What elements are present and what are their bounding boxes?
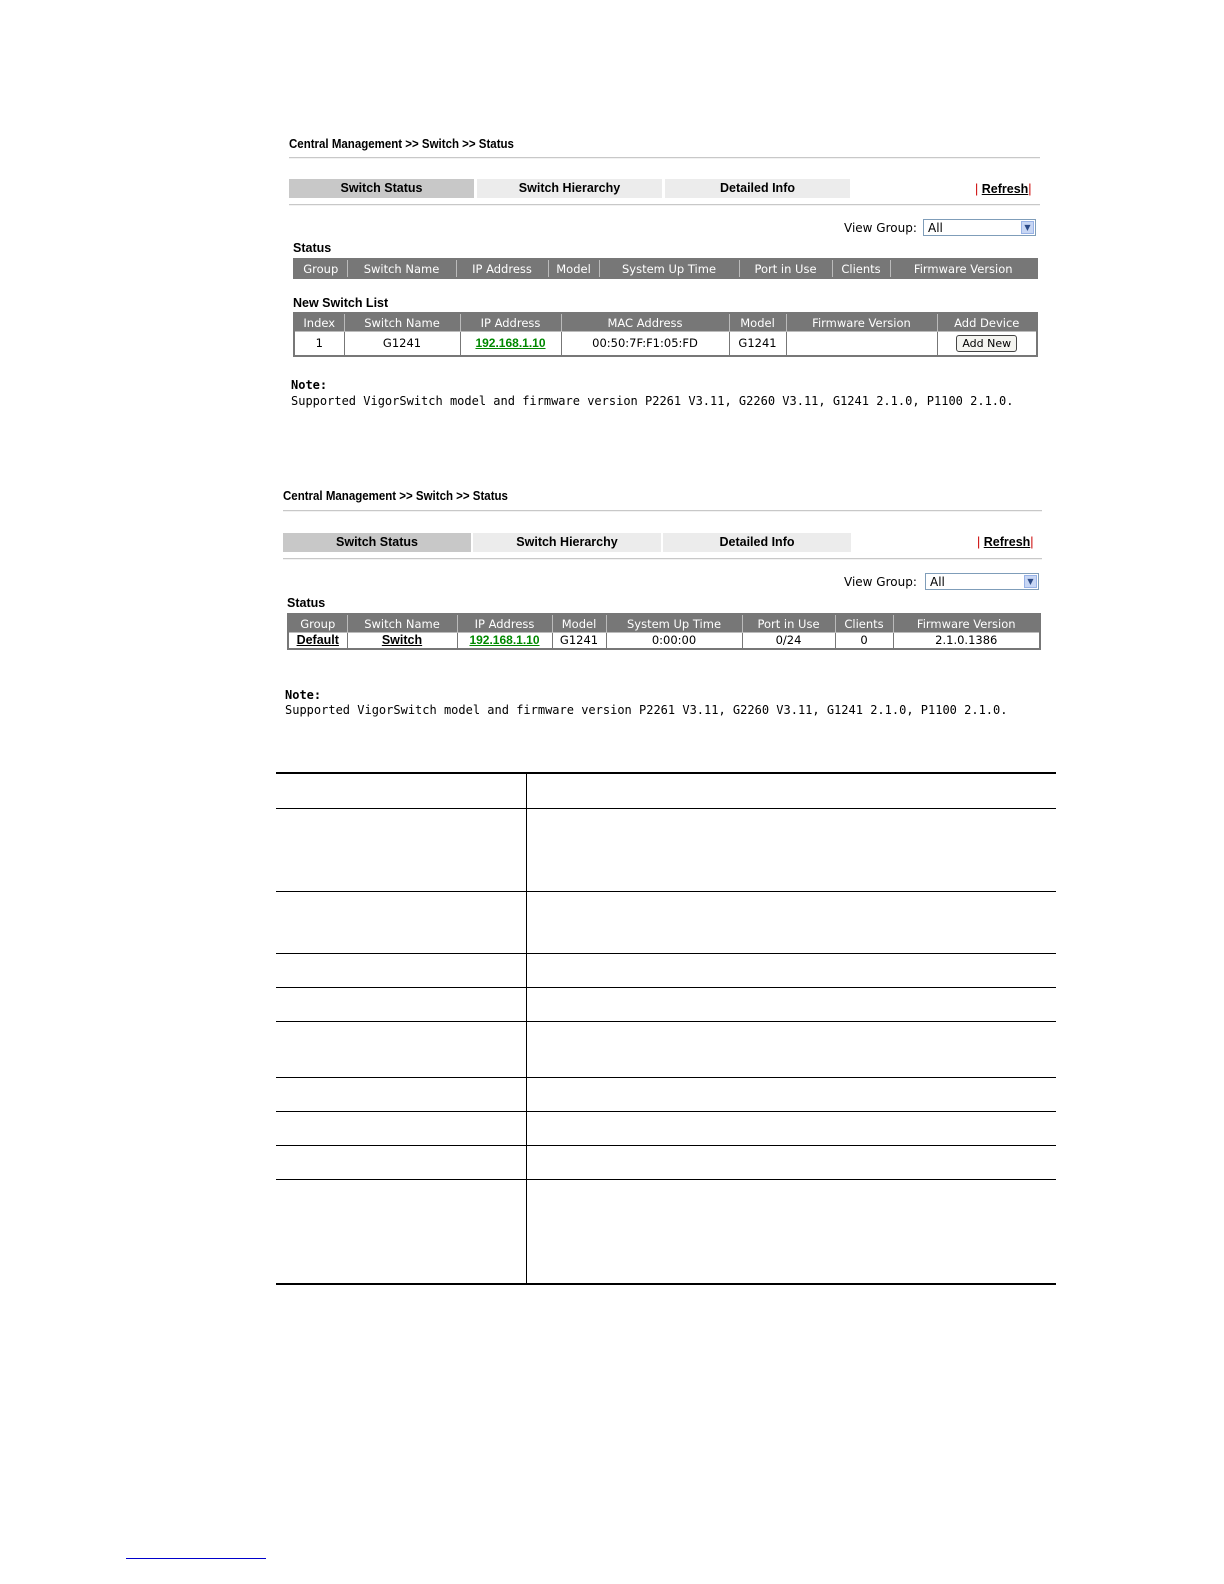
note-title: Note: bbox=[285, 688, 322, 702]
cell-clients: 0 bbox=[835, 633, 893, 649]
view-group-label: View Group: bbox=[844, 221, 917, 235]
table-row bbox=[276, 953, 1056, 987]
ip-address-link[interactable]: 192.168.1.10 bbox=[469, 633, 540, 648]
new-switch-table bbox=[293, 312, 1038, 357]
table-cell bbox=[527, 1077, 1057, 1111]
divider bbox=[289, 204, 1040, 206]
col-group: Group bbox=[288, 614, 347, 633]
col-clients: Clients bbox=[832, 259, 890, 278]
table-header-row bbox=[288, 614, 1040, 633]
table-cell bbox=[527, 987, 1057, 1021]
cell-group bbox=[288, 633, 347, 649]
table-cell bbox=[527, 808, 1057, 891]
status-title: Status bbox=[293, 241, 332, 255]
col-ip-address: IP Address bbox=[456, 259, 548, 278]
note-text: Supported VigorSwitch model and firmware version P2261 V3.11, G2260 V3.11, G1241 2.1.0, P1100 2.1.0. bbox=[285, 703, 1008, 717]
table-cell bbox=[527, 1021, 1057, 1077]
table-cell bbox=[276, 1111, 527, 1145]
tab-detailed-info[interactable]: Detailed Info bbox=[665, 179, 850, 198]
note-title: Note: bbox=[291, 378, 328, 392]
cell-switch-name bbox=[347, 633, 457, 649]
tab-switch-hierarchy[interactable]: Switch Hierarchy bbox=[477, 179, 662, 198]
table-row bbox=[288, 633, 1040, 649]
status-title: Status bbox=[287, 596, 326, 610]
table-row bbox=[276, 1145, 1056, 1179]
table-cell bbox=[527, 773, 1057, 808]
col-mac-address: MAC Address bbox=[561, 313, 729, 332]
table-row bbox=[276, 891, 1056, 953]
table-cell bbox=[527, 953, 1057, 987]
tab-switch-hierarchy[interactable]: Switch Hierarchy bbox=[473, 533, 661, 552]
chevron-down-icon[interactable]: ▼ bbox=[1024, 575, 1037, 588]
refresh-link[interactable]: Refresh bbox=[981, 182, 1029, 196]
col-firmware-version: Firmware Version bbox=[893, 614, 1040, 633]
cell-add-device bbox=[937, 332, 1037, 356]
table-row bbox=[276, 773, 1056, 808]
view-group-select[interactable] bbox=[923, 219, 1036, 236]
breadcrumb: Central Management >> Switch >> Status bbox=[283, 489, 508, 503]
col-ip-address: IP Address bbox=[457, 614, 552, 633]
table-row bbox=[276, 1179, 1056, 1284]
cell-firmware-version bbox=[786, 332, 937, 356]
table-header-row bbox=[294, 313, 1037, 332]
divider bbox=[289, 157, 1040, 159]
col-ip-address: IP Address bbox=[460, 313, 561, 332]
table-row bbox=[276, 987, 1056, 1021]
cell-switch-name: G1241 bbox=[344, 332, 460, 356]
ip-address-link[interactable]: 192.168.1.10 bbox=[475, 336, 546, 351]
new-switch-list-title: New Switch List bbox=[293, 296, 389, 310]
cell-ip-address bbox=[457, 633, 552, 649]
table-cell bbox=[276, 953, 527, 987]
col-firmware-version: Firmware Version bbox=[890, 259, 1037, 278]
tab-switch-status[interactable]: Switch Status bbox=[283, 533, 471, 552]
col-switch-name: Switch Name bbox=[344, 313, 460, 332]
add-new-button[interactable]: Add New bbox=[956, 335, 1017, 352]
table-row bbox=[276, 1077, 1056, 1111]
tab-detailed-info[interactable]: Detailed Info bbox=[663, 533, 851, 552]
table-row bbox=[294, 332, 1037, 356]
table-cell bbox=[527, 1145, 1057, 1179]
table-cell bbox=[276, 987, 527, 1021]
col-model: Model bbox=[548, 259, 599, 278]
footer-rule bbox=[126, 1558, 266, 1559]
col-system-up-time: System Up Time bbox=[606, 614, 742, 633]
cell-firmware-version: 2.1.0.1386 bbox=[893, 633, 1040, 649]
note-text: Supported VigorSwitch model and firmware version P2261 V3.11, G2260 V3.11, G1241 2.1.0, P1100 2.1.0. bbox=[291, 394, 1014, 408]
table-cell bbox=[276, 1179, 527, 1284]
view-group-value: All bbox=[930, 575, 945, 589]
cell-model: G1241 bbox=[552, 633, 606, 649]
table-row bbox=[276, 1021, 1056, 1077]
refresh-area: | Refresh| bbox=[975, 182, 1032, 196]
cell-ip-address bbox=[460, 332, 561, 356]
description-table bbox=[276, 772, 1056, 1285]
cell-system-up-time: 0:00:00 bbox=[606, 633, 742, 649]
chevron-down-icon[interactable]: ▼ bbox=[1021, 221, 1034, 234]
divider bbox=[283, 558, 1042, 560]
cell-index: 1 bbox=[294, 332, 344, 356]
col-switch-name: Switch Name bbox=[347, 259, 456, 278]
table-cell bbox=[276, 1077, 527, 1111]
table-header-row bbox=[294, 259, 1037, 278]
table-cell bbox=[276, 1021, 527, 1077]
breadcrumb: Central Management >> Switch >> Status bbox=[289, 137, 514, 151]
status-table bbox=[287, 613, 1041, 650]
col-index: Index bbox=[294, 313, 344, 332]
col-switch-name: Switch Name bbox=[347, 614, 457, 633]
view-group-value: All bbox=[928, 221, 943, 235]
col-add-device: Add Device bbox=[937, 313, 1037, 332]
table-cell bbox=[276, 773, 527, 808]
group-link[interactable]: Default bbox=[296, 633, 339, 648]
divider bbox=[283, 510, 1042, 512]
cell-model: G1241 bbox=[729, 332, 786, 356]
col-system-up-time: System Up Time bbox=[599, 259, 739, 278]
switch-name-link[interactable]: Switch bbox=[381, 633, 423, 648]
cell-mac-address: 00:50:7F:F1:05:FD bbox=[561, 332, 729, 356]
table-row bbox=[276, 1111, 1056, 1145]
col-firmware-version: Firmware Version bbox=[786, 313, 937, 332]
table-cell bbox=[527, 1179, 1057, 1284]
table-cell bbox=[276, 891, 527, 953]
col-port-in-use: Port in Use bbox=[739, 259, 832, 278]
col-model: Model bbox=[552, 614, 606, 633]
col-model: Model bbox=[729, 313, 786, 332]
view-group-label: View Group: bbox=[844, 575, 917, 589]
status-table bbox=[293, 258, 1038, 279]
table-cell bbox=[527, 1111, 1057, 1145]
refresh-area: | Refresh| bbox=[977, 535, 1034, 549]
cell-port-in-use: 0/24 bbox=[742, 633, 835, 649]
tab-switch-status[interactable]: Switch Status bbox=[289, 179, 474, 198]
refresh-link[interactable]: Refresh bbox=[983, 535, 1031, 549]
view-group-select[interactable] bbox=[925, 573, 1039, 590]
table-cell bbox=[276, 808, 527, 891]
col-clients: Clients bbox=[835, 614, 893, 633]
table-cell bbox=[276, 1145, 527, 1179]
col-port-in-use: Port in Use bbox=[742, 614, 835, 633]
table-row bbox=[276, 808, 1056, 891]
col-group: Group bbox=[294, 259, 347, 278]
table-cell bbox=[527, 891, 1057, 953]
